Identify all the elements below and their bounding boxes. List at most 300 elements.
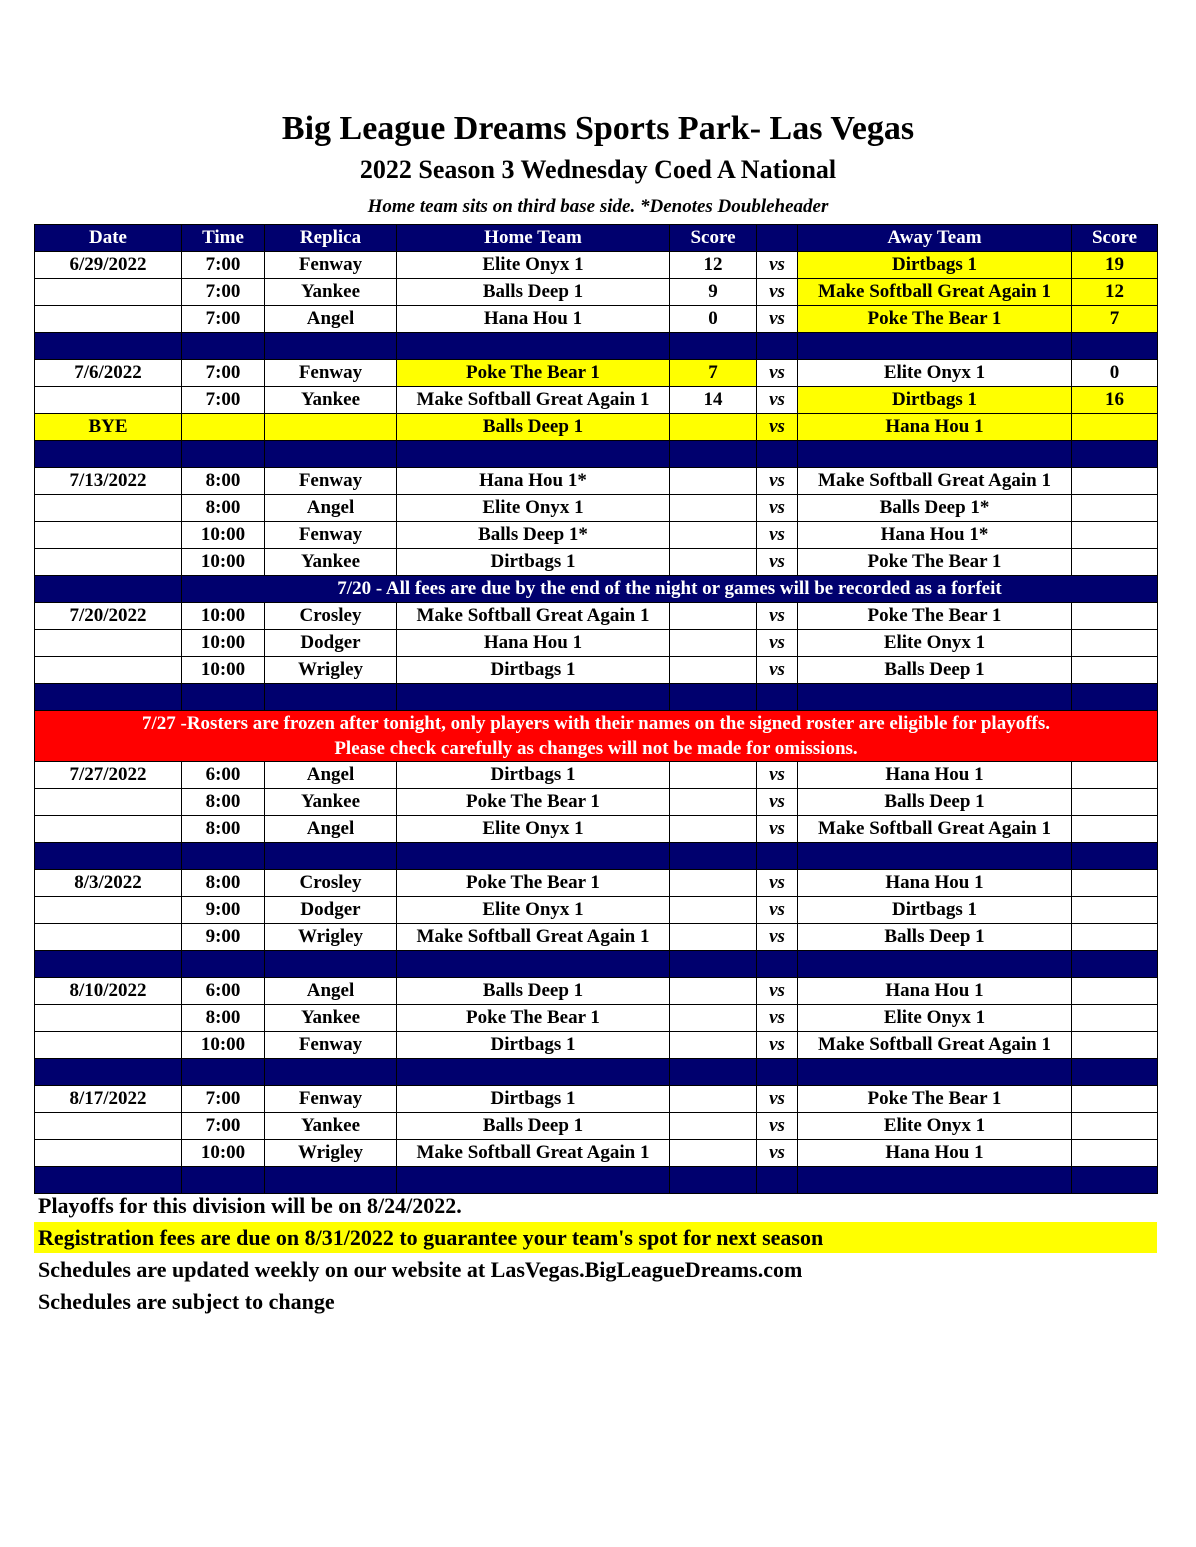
- away-team-cell: Poke The Bear 1: [798, 549, 1072, 576]
- vs-cell: vs: [757, 789, 798, 816]
- date-cell: [35, 1113, 182, 1140]
- away-score-cell: [1072, 762, 1158, 789]
- away-team-cell: Make Softball Great Again 1: [798, 1032, 1072, 1059]
- game-row: [35, 387, 1158, 414]
- home-team-cell: Balls Deep 1: [397, 414, 670, 441]
- home-score-cell: [670, 978, 757, 1005]
- away-team-cell: Hana Hou 1: [798, 1140, 1072, 1167]
- vs-cell: vs: [757, 1032, 798, 1059]
- separator-cell: [35, 576, 182, 603]
- field-cell: Fenway: [265, 360, 397, 387]
- time-cell: 6:00: [182, 762, 265, 789]
- home-score-cell: [670, 495, 757, 522]
- separator-cell: [670, 951, 757, 978]
- separator-row: [35, 684, 1158, 711]
- home-team-cell: Hana Hou 1: [397, 306, 670, 333]
- game-row: [35, 1140, 1158, 1167]
- time-cell: 8:00: [182, 789, 265, 816]
- separator-cell: [35, 684, 182, 711]
- home-team-cell: Poke The Bear 1: [397, 1005, 670, 1032]
- field-cell: Angel: [265, 978, 397, 1005]
- time-cell: 10:00: [182, 630, 265, 657]
- vs-cell: vs: [757, 306, 798, 333]
- vs-cell: vs: [757, 924, 798, 951]
- vs-cell: vs: [757, 870, 798, 897]
- away-team-cell: Make Softball Great Again 1: [798, 468, 1072, 495]
- home-score-cell: [670, 924, 757, 951]
- column-header: Score: [1072, 225, 1158, 252]
- date-cell: BYE: [35, 414, 182, 441]
- separator-cell: [397, 843, 670, 870]
- away-score-cell: [1072, 1032, 1158, 1059]
- field-cell: Wrigley: [265, 1140, 397, 1167]
- game-row: [35, 360, 1158, 387]
- separator-cell: [397, 1059, 670, 1086]
- home-team-cell: Elite Onyx 1: [397, 252, 670, 279]
- separator-cell: [397, 441, 670, 468]
- playoffs-note: Playoffs for this division will be on 8/24/2022.: [38, 1193, 462, 1218]
- table-header-row: [35, 225, 1158, 252]
- vs-cell: vs: [757, 897, 798, 924]
- home-team-cell: Dirtbags 1: [397, 657, 670, 684]
- away-score-cell: [1072, 816, 1158, 843]
- game-row: [35, 978, 1158, 1005]
- game-row: [35, 1086, 1158, 1113]
- date-cell: 8/3/2022: [35, 870, 182, 897]
- separator-cell: [1072, 684, 1158, 711]
- field-cell: [265, 414, 397, 441]
- game-row: [35, 1113, 1158, 1140]
- separator-cell: [798, 951, 1072, 978]
- date-cell: [35, 897, 182, 924]
- home-score-cell: [670, 1032, 757, 1059]
- away-team-cell: Poke The Bear 1: [798, 1086, 1072, 1113]
- separator-cell: [265, 333, 397, 360]
- column-header: Time: [182, 225, 265, 252]
- time-cell: 10:00: [182, 657, 265, 684]
- home-score-cell: [670, 762, 757, 789]
- home-team-cell: Poke The Bear 1: [397, 870, 670, 897]
- separator-cell: [1072, 951, 1158, 978]
- separator-cell: [798, 333, 1072, 360]
- separator-cell: [670, 333, 757, 360]
- time-cell: 7:00: [182, 387, 265, 414]
- separator-cell: [798, 441, 1072, 468]
- roster-alert-row: [35, 711, 1158, 762]
- date-cell: [35, 1005, 182, 1032]
- vs-cell: vs: [757, 603, 798, 630]
- home-team-cell: Dirtbags 1: [397, 549, 670, 576]
- website-note: Schedules are updated weekly on our website at LasVegas.BigLeagueDreams.com: [38, 1257, 803, 1282]
- separator-cell: [182, 1059, 265, 1086]
- date-cell: [35, 549, 182, 576]
- separator-cell: [670, 441, 757, 468]
- time-cell: 10:00: [182, 549, 265, 576]
- change-note: Schedules are subject to change: [38, 1289, 335, 1314]
- separator-cell: [1072, 441, 1158, 468]
- away-team-cell: Elite Onyx 1: [798, 360, 1072, 387]
- field-cell: Crosley: [265, 870, 397, 897]
- home-score-cell: [670, 630, 757, 657]
- home-team-cell: Elite Onyx 1: [397, 495, 670, 522]
- vs-cell: vs: [757, 657, 798, 684]
- separator-cell: [1072, 333, 1158, 360]
- away-team-cell: Hana Hou 1: [798, 870, 1072, 897]
- separator-cell: [757, 951, 798, 978]
- vs-cell: vs: [757, 1005, 798, 1032]
- separator-cell: [798, 843, 1072, 870]
- date-cell: [35, 630, 182, 657]
- field-cell: Fenway: [265, 522, 397, 549]
- vs-cell: vs: [757, 279, 798, 306]
- vs-cell: vs: [757, 762, 798, 789]
- home-team-cell: Balls Deep 1: [397, 279, 670, 306]
- home-score-cell: [670, 1086, 757, 1113]
- home-score-cell: [670, 816, 757, 843]
- home-score-cell: [670, 657, 757, 684]
- separator-cell: [397, 333, 670, 360]
- away-team-cell: Balls Deep 1: [798, 924, 1072, 951]
- away-team-cell: Elite Onyx 1: [798, 1005, 1072, 1032]
- column-header: Score: [670, 225, 757, 252]
- field-cell: Yankee: [265, 789, 397, 816]
- time-cell: 6:00: [182, 978, 265, 1005]
- away-team-cell: Make Softball Great Again 1: [798, 816, 1072, 843]
- home-score-cell: 14: [670, 387, 757, 414]
- game-row: [35, 657, 1158, 684]
- field-cell: Angel: [265, 495, 397, 522]
- away-team-cell: Hana Hou 1: [798, 978, 1072, 1005]
- home-score-cell: [670, 522, 757, 549]
- separator-cell: [35, 843, 182, 870]
- separator-cell: [757, 333, 798, 360]
- separator-cell: [670, 1059, 757, 1086]
- separator-cell: [670, 843, 757, 870]
- field-cell: Angel: [265, 306, 397, 333]
- home-score-cell: [670, 1005, 757, 1032]
- field-cell: Fenway: [265, 468, 397, 495]
- game-row: [35, 306, 1158, 333]
- home-score-cell: [670, 897, 757, 924]
- game-row: [35, 522, 1158, 549]
- bye-row: [35, 414, 1158, 441]
- away-team-cell: Balls Deep 1: [798, 789, 1072, 816]
- away-score-cell: [1072, 897, 1158, 924]
- away-score-cell: [1072, 522, 1158, 549]
- game-row: [35, 468, 1158, 495]
- separator-cell: [35, 951, 182, 978]
- time-cell: [182, 414, 265, 441]
- away-score-cell: [1072, 1113, 1158, 1140]
- game-row: [35, 1032, 1158, 1059]
- home-team-cell: Dirtbags 1: [397, 1086, 670, 1113]
- field-cell: Wrigley: [265, 924, 397, 951]
- time-cell: 9:00: [182, 924, 265, 951]
- field-cell: Fenway: [265, 252, 397, 279]
- away-score-cell: [1072, 870, 1158, 897]
- away-team-cell: Dirtbags 1: [798, 897, 1072, 924]
- away-score-cell: [1072, 978, 1158, 1005]
- field-cell: Wrigley: [265, 657, 397, 684]
- away-score-cell: 16: [1072, 387, 1158, 414]
- vs-cell: vs: [757, 360, 798, 387]
- separator-cell: [265, 843, 397, 870]
- date-cell: [35, 522, 182, 549]
- date-cell: [35, 816, 182, 843]
- separator-cell: [757, 843, 798, 870]
- separator-row: [35, 333, 1158, 360]
- registration-note: Registration fees are due on 8/31/2022 to guarantee your team's spot for next season: [34, 1222, 1157, 1253]
- date-cell: [35, 657, 182, 684]
- separator-cell: [798, 1059, 1072, 1086]
- game-row: [35, 252, 1158, 279]
- separator-cell: [35, 333, 182, 360]
- home-team-cell: Make Softball Great Again 1: [397, 603, 670, 630]
- time-cell: 10:00: [182, 603, 265, 630]
- separator-row: [35, 1059, 1158, 1086]
- column-header: Away Team: [798, 225, 1072, 252]
- field-cell: Fenway: [265, 1032, 397, 1059]
- separator-cell: [670, 684, 757, 711]
- roster-alert-line: 7/27 -Rosters are frozen after tonight, only players with their names on the signed roster are eligible for playoffs.: [141, 713, 1051, 734]
- away-score-cell: [1072, 495, 1158, 522]
- roster-alert-line: Please check carefully as changes will not be made for omissions.: [334, 738, 858, 759]
- away-team-cell: Hana Hou 1: [798, 414, 1072, 441]
- home-team-cell: Hana Hou 1: [397, 630, 670, 657]
- field-cell: Yankee: [265, 1005, 397, 1032]
- home-team-cell: Poke The Bear 1: [397, 789, 670, 816]
- home-team-cell: Make Softball Great Again 1: [397, 924, 670, 951]
- away-team-cell: Make Softball Great Again 1: [798, 279, 1072, 306]
- time-cell: 7:00: [182, 306, 265, 333]
- game-row: [35, 549, 1158, 576]
- away-score-cell: 0: [1072, 360, 1158, 387]
- game-row: [35, 1005, 1158, 1032]
- separator-cell: [798, 684, 1072, 711]
- separator-cell: [182, 951, 265, 978]
- field-cell: Yankee: [265, 279, 397, 306]
- time-cell: 7:00: [182, 279, 265, 306]
- separator-cell: [265, 441, 397, 468]
- schedule-note: Home team sits on third base side. *Denotes Doubleheader: [367, 196, 829, 217]
- time-cell: 7:00: [182, 1086, 265, 1113]
- game-row: [35, 789, 1158, 816]
- separator-cell: [35, 441, 182, 468]
- time-cell: 10:00: [182, 1032, 265, 1059]
- home-score-cell: 0: [670, 306, 757, 333]
- vs-cell: vs: [757, 630, 798, 657]
- separator-cell: [35, 1059, 182, 1086]
- away-score-cell: [1072, 1086, 1158, 1113]
- time-cell: 10:00: [182, 1140, 265, 1167]
- field-cell: Yankee: [265, 1113, 397, 1140]
- game-row: [35, 603, 1158, 630]
- date-cell: 6/29/2022: [35, 252, 182, 279]
- home-team-cell: Dirtbags 1: [397, 1032, 670, 1059]
- game-row: [35, 762, 1158, 789]
- separator-cell: [182, 441, 265, 468]
- home-team-cell: Dirtbags 1: [397, 762, 670, 789]
- date-cell: [35, 279, 182, 306]
- separator-cell: [265, 951, 397, 978]
- home-score-cell: [670, 870, 757, 897]
- time-cell: 9:00: [182, 897, 265, 924]
- game-row: [35, 630, 1158, 657]
- date-cell: 7/6/2022: [35, 360, 182, 387]
- date-cell: 8/10/2022: [35, 978, 182, 1005]
- home-team-cell: Balls Deep 1*: [397, 522, 670, 549]
- away-team-cell: Dirtbags 1: [798, 387, 1072, 414]
- vs-cell: vs: [757, 495, 798, 522]
- separator-cell: [757, 1059, 798, 1086]
- vs-cell: vs: [757, 468, 798, 495]
- separator-cell: [397, 684, 670, 711]
- away-score-cell: [1072, 924, 1158, 951]
- home-score-cell: [670, 603, 757, 630]
- home-score-cell: [670, 789, 757, 816]
- date-cell: 8/17/2022: [35, 1086, 182, 1113]
- away-team-cell: Elite Onyx 1: [798, 1113, 1072, 1140]
- away-team-cell: Poke The Bear 1: [798, 306, 1072, 333]
- game-row: [35, 279, 1158, 306]
- date-cell: [35, 924, 182, 951]
- vs-cell: vs: [757, 1113, 798, 1140]
- date-cell: [35, 789, 182, 816]
- home-team-cell: Make Softball Great Again 1: [397, 387, 670, 414]
- separator-cell: [182, 333, 265, 360]
- date-cell: [35, 387, 182, 414]
- home-score-cell: 12: [670, 252, 757, 279]
- date-cell: [35, 1032, 182, 1059]
- vs-cell: vs: [757, 978, 798, 1005]
- time-cell: 7:00: [182, 1113, 265, 1140]
- home-score-cell: 9: [670, 279, 757, 306]
- game-row: [35, 816, 1158, 843]
- date-cell: [35, 1140, 182, 1167]
- date-cell: [35, 306, 182, 333]
- home-score-cell: [670, 1113, 757, 1140]
- separator-row: [35, 441, 1158, 468]
- home-team-cell: Elite Onyx 1: [397, 816, 670, 843]
- separator-cell: [1072, 1059, 1158, 1086]
- time-cell: 10:00: [182, 522, 265, 549]
- date-cell: 7/27/2022: [35, 762, 182, 789]
- vs-cell: vs: [757, 522, 798, 549]
- vs-cell: vs: [757, 414, 798, 441]
- away-score-cell: [1072, 603, 1158, 630]
- time-cell: 8:00: [182, 816, 265, 843]
- away-score-cell: 7: [1072, 306, 1158, 333]
- away-score-cell: [1072, 549, 1158, 576]
- away-score-cell: 19: [1072, 252, 1158, 279]
- time-cell: 7:00: [182, 360, 265, 387]
- vs-cell: vs: [757, 816, 798, 843]
- away-score-cell: [1072, 468, 1158, 495]
- field-cell: Yankee: [265, 387, 397, 414]
- home-score-cell: [670, 1140, 757, 1167]
- schedule-table: [34, 224, 1158, 1194]
- page-subtitle: 2022 Season 3 Wednesday Coed A National: [359, 155, 837, 184]
- field-cell: Angel: [265, 762, 397, 789]
- away-score-cell: [1072, 657, 1158, 684]
- column-header: Date: [35, 225, 182, 252]
- away-team-cell: Hana Hou 1: [798, 762, 1072, 789]
- game-row: [35, 495, 1158, 522]
- vs-cell: vs: [757, 1086, 798, 1113]
- away-score-cell: [1072, 789, 1158, 816]
- date-cell: 7/20/2022: [35, 603, 182, 630]
- separator-row: [35, 951, 1158, 978]
- separator-cell: [265, 684, 397, 711]
- home-team-cell: Balls Deep 1: [397, 978, 670, 1005]
- home-team-cell: Balls Deep 1: [397, 1113, 670, 1140]
- home-team-cell: Elite Onyx 1: [397, 897, 670, 924]
- fees-notice-row: [35, 576, 1158, 603]
- separator-cell: [1072, 843, 1158, 870]
- home-team-cell: Hana Hou 1*: [397, 468, 670, 495]
- field-cell: Yankee: [265, 549, 397, 576]
- vs-cell: vs: [757, 387, 798, 414]
- separator-row: [35, 843, 1158, 870]
- home-score-cell: [670, 414, 757, 441]
- away-score-cell: [1072, 630, 1158, 657]
- game-row: [35, 924, 1158, 951]
- time-cell: 8:00: [182, 870, 265, 897]
- away-team-cell: Balls Deep 1*: [798, 495, 1072, 522]
- away-team-cell: Balls Deep 1: [798, 657, 1072, 684]
- time-cell: 8:00: [182, 468, 265, 495]
- away-score-cell: [1072, 1140, 1158, 1167]
- field-cell: Fenway: [265, 1086, 397, 1113]
- game-row: [35, 897, 1158, 924]
- column-header: Home Team: [397, 225, 670, 252]
- field-cell: Dodger: [265, 630, 397, 657]
- date-cell: [35, 495, 182, 522]
- separator-cell: [182, 843, 265, 870]
- time-cell: 8:00: [182, 495, 265, 522]
- field-cell: Dodger: [265, 897, 397, 924]
- game-row: [35, 870, 1158, 897]
- fees-notice: 7/20 - All fees are due by the end of the night or games will be recorded as a forfeit: [182, 576, 1158, 603]
- away-team-cell: Dirtbags 1: [798, 252, 1072, 279]
- separator-cell: [757, 441, 798, 468]
- separator-cell: [182, 684, 265, 711]
- column-header: [757, 225, 798, 252]
- away-team-cell: Elite Onyx 1: [798, 630, 1072, 657]
- time-cell: 7:00: [182, 252, 265, 279]
- vs-cell: vs: [757, 252, 798, 279]
- vs-cell: vs: [757, 1140, 798, 1167]
- column-header: Replica: [265, 225, 397, 252]
- away-team-cell: Hana Hou 1*: [798, 522, 1072, 549]
- separator-cell: [757, 684, 798, 711]
- separator-cell: [397, 951, 670, 978]
- time-cell: 8:00: [182, 1005, 265, 1032]
- away-team-cell: Poke The Bear 1: [798, 603, 1072, 630]
- away-score-cell: [1072, 1005, 1158, 1032]
- home-team-cell: Make Softball Great Again 1: [397, 1140, 670, 1167]
- home-score-cell: [670, 468, 757, 495]
- separator-cell: [265, 1059, 397, 1086]
- field-cell: Angel: [265, 816, 397, 843]
- vs-cell: vs: [757, 549, 798, 576]
- away-score-cell: 12: [1072, 279, 1158, 306]
- home-score-cell: 7: [670, 360, 757, 387]
- field-cell: Crosley: [265, 603, 397, 630]
- page-title: Big League Dreams Sports Park- Las Vegas: [281, 110, 915, 147]
- roster-alert: [35, 711, 1158, 762]
- home-score-cell: [670, 549, 757, 576]
